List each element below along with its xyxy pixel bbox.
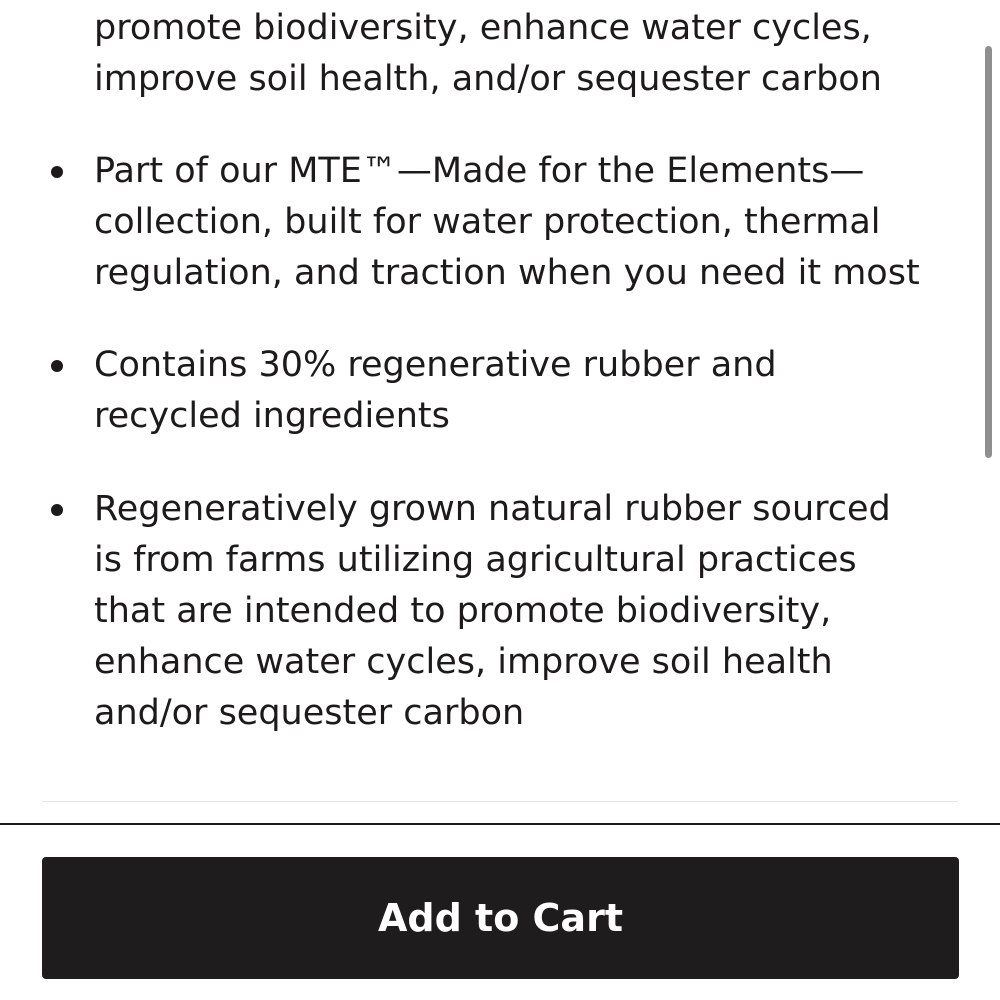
continued-line-1: promote biodiversity, enhance water cycles, (94, 8, 872, 48)
bullet-2-line-2: recycled ingredients (94, 396, 450, 436)
bullet-point-icon (51, 504, 63, 516)
bullet-3-line-2: is from farms utilizing agricultural practices (94, 540, 857, 580)
bullet-2-line-1: Contains 30% regenerative rubber and (94, 345, 777, 385)
continued-line-2: improve soil health, and/or sequester carbon (94, 59, 882, 99)
section-divider (42, 801, 958, 802)
bullet-point-icon (51, 166, 63, 178)
bullet-3-line-4: enhance water cycles, improve soil health (94, 642, 833, 682)
bullet-point-icon (51, 360, 63, 372)
add-to-cart-button[interactable]: Add to Cart (42, 857, 959, 979)
vertical-scrollbar[interactable] (985, 46, 992, 458)
bullet-3-line-3: that are intended to promote biodiversity, (94, 591, 832, 631)
bullet-1-line-1: Part of our MTE™—Made for the Elements— (94, 151, 865, 191)
bullet-1-line-3: regulation, and traction when you need it most (94, 253, 920, 293)
bullet-1-line-2: collection, built for water protection, thermal (94, 202, 881, 242)
bullet-3-line-5: and/or sequester carbon (94, 693, 525, 733)
bullet-3-line-1: Regeneratively grown natural rubber sourced (94, 489, 891, 529)
